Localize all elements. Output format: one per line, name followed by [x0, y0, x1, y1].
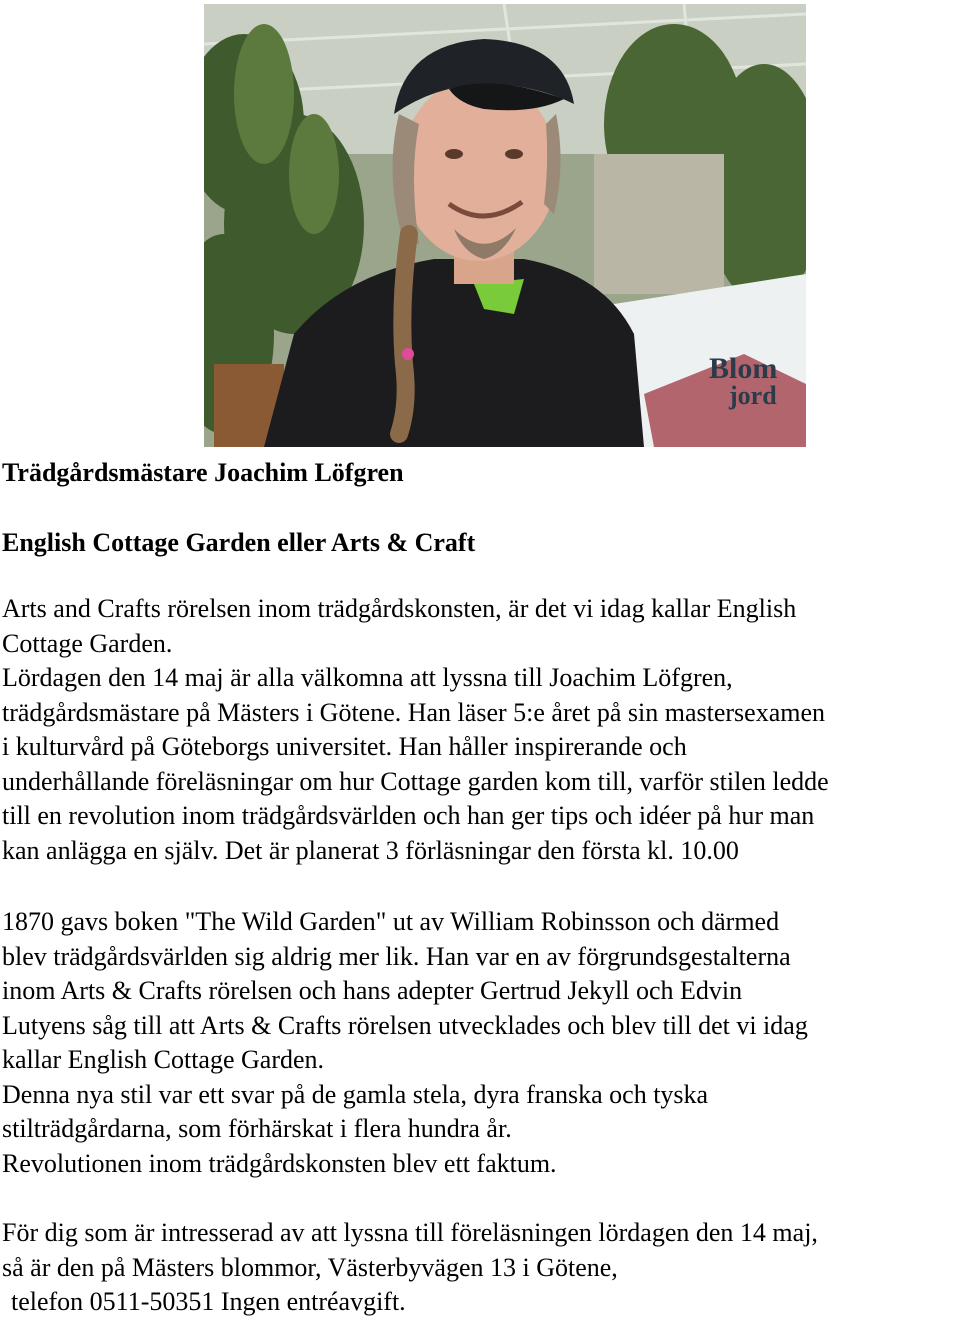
paragraph-line: Revolutionen inom trädgårdskonsten blev ett faktum. — [2, 1148, 557, 1178]
paragraph-line: till en revolution inom trädgårdsvärlden och han ger tips och idéer på hur man — [2, 801, 815, 830]
paragraph-line: inom Arts & Crafts rörelsen och hans adepter Gertrud Jekyll och Edvin — [2, 976, 743, 1005]
paragraph-line: Arts and Crafts rörelsen inom trädgårdskonsten, är det vi idag kallar English — [2, 594, 797, 623]
paragraph-line: Cottage Garden. — [2, 628, 173, 658]
paragraph-line: 1870 gavs boken "The Wild Garden" ut av William Robinsson och därmed — [2, 907, 780, 936]
paragraph-line: underhållande föreläsningar om hur Cottage garden kom till, varför stilen ledde — [2, 766, 829, 796]
paragraph-line: trädgårdsmästare på Mästers i Götene. Han läser 5:e året på sin mastersexamen — [2, 697, 826, 727]
subtitle: English Cottage Garden eller Arts & Craft — [2, 528, 476, 557]
intro-paragraph — [2, 592, 960, 868]
paragraph-line: För dig som är intresserad av att lyssna till föreläsningen lördagen den 14 maj, — [2, 1218, 818, 1247]
portrait-photo — [204, 4, 806, 447]
sign-text-blom: Blom — [709, 352, 778, 385]
paragraph-line: blev trädgårdsvärlden sig aldrig mer lik. Han var en av förgrundsgestalterna — [2, 941, 791, 971]
paragraph-line: så är den på Mästers blommor, Västerbyvägen 13 i Götene, — [2, 1252, 618, 1282]
contact-paragraph — [2, 1216, 960, 1320]
paragraph-line: i kulturvård på Göteborgs universitet. Han håller inspirerande och — [2, 732, 687, 761]
page-title: Trädgårdsmästare Joachim Löfgren — [2, 458, 404, 487]
sign-text-jord: jord — [729, 381, 777, 410]
paragraph-line: kan anlägga en själv. Det är planerat 3 förläsningar den första kl. 10.00 — [2, 835, 739, 865]
paragraph-line: Denna nya stil var ett svar på de gamla stela, dyra franska och tyska — [2, 1079, 709, 1109]
phone-line: telefon 0511-50351 Ingen entréavgift. — [11, 1287, 406, 1316]
paragraph-line: Lutyens såg till att Arts & Crafts rörelsen utvecklades och blev till det vi idag — [2, 1010, 808, 1040]
paragraph-line: Lördagen den 14 maj är alla välkomna att lyssna till Joachim Löfgren, — [2, 663, 733, 692]
paragraph-line: kallar English Cottage Garden. — [2, 1045, 325, 1074]
paragraph-line: stilträdgårdarna, som förhärskat i flera hundra år. — [2, 1114, 512, 1143]
history-paragraph — [2, 905, 960, 1181]
